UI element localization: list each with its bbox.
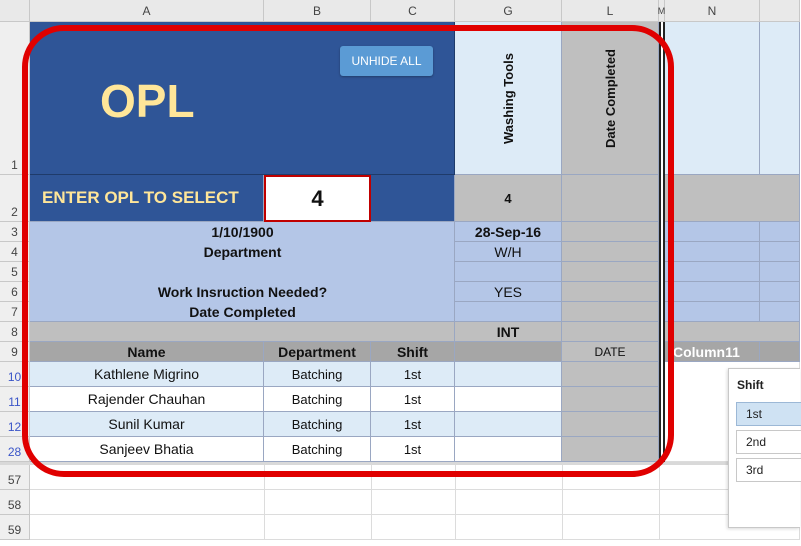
- date-value[interactable]: 1/10/1900: [211, 224, 274, 240]
- row-header-7[interactable]: 7: [0, 302, 30, 322]
- g8-int[interactable]: INT: [455, 322, 562, 342]
- column-header-b[interactable]: B: [264, 0, 371, 22]
- row-57-cells[interactable]: [30, 465, 800, 490]
- table-row-1-g[interactable]: [455, 362, 562, 387]
- table-row-2-department[interactable]: Batching: [264, 387, 371, 412]
- table-row-4-g[interactable]: [455, 437, 562, 462]
- washing-tools-label: Washing Tools: [500, 52, 516, 144]
- opl-title: OPL: [100, 75, 195, 127]
- table-row-4-shift[interactable]: 1st: [371, 437, 455, 462]
- table-row-2-shift[interactable]: 1st: [371, 387, 455, 412]
- n8-cell[interactable]: [665, 322, 800, 342]
- column-header-l[interactable]: L: [562, 0, 659, 22]
- table-row-3-department[interactable]: Batching: [264, 412, 371, 437]
- shift-slicer-option-1st[interactable]: 1st: [736, 402, 801, 426]
- g6-work-instruction[interactable]: YES: [455, 282, 562, 302]
- grid-col-b: [264, 465, 265, 540]
- o1-cell[interactable]: [760, 22, 800, 175]
- row-59-cells[interactable]: [30, 515, 800, 540]
- g4-department[interactable]: W/H: [455, 242, 562, 262]
- row-header-2[interactable]: 2: [0, 175, 30, 222]
- grid-col-g: [455, 465, 456, 540]
- n2-cell[interactable]: [665, 175, 800, 222]
- row-header-4[interactable]: 4: [0, 242, 30, 262]
- shift-slicer[interactable]: [728, 368, 800, 528]
- table-row-1-shift[interactable]: 1st: [371, 362, 455, 387]
- l3-cell[interactable]: [562, 222, 659, 242]
- washing-tools-header[interactable]: [455, 22, 562, 175]
- n5-cell[interactable]: [665, 262, 760, 282]
- row-header-6[interactable]: 6: [0, 282, 30, 302]
- row-header-57[interactable]: 57: [0, 465, 30, 490]
- row-58-cells[interactable]: [30, 490, 800, 515]
- table-header-shift[interactable]: Shift: [371, 342, 455, 362]
- o5-cell[interactable]: [760, 262, 800, 282]
- opl-title-block: [30, 22, 455, 175]
- l5-cell[interactable]: [562, 262, 659, 282]
- table-header-column11[interactable]: Column11: [665, 342, 760, 362]
- column-header-c[interactable]: C: [371, 0, 455, 22]
- l7-cell[interactable]: [562, 302, 659, 322]
- n7-cell[interactable]: [665, 302, 760, 322]
- column-header-g[interactable]: G: [455, 0, 562, 22]
- table-header-date[interactable]: DATE: [562, 342, 659, 362]
- work-instruction-label[interactable]: Work Insruction Needed?: [157, 284, 328, 300]
- unhide-all-button[interactable]: UNHIDE ALL: [340, 46, 433, 76]
- table-row-1-l[interactable]: [562, 362, 659, 387]
- g9-cell[interactable]: [455, 342, 562, 362]
- o3-cell[interactable]: [760, 222, 800, 242]
- table-header-department[interactable]: Department: [264, 342, 371, 362]
- table-row-2-name[interactable]: Rajender Chauhan: [30, 387, 264, 412]
- row-header-8[interactable]: 8: [0, 322, 30, 342]
- table-row-4-department[interactable]: Batching: [264, 437, 371, 462]
- row-header-9[interactable]: 9: [0, 342, 30, 362]
- column-header-n[interactable]: N: [665, 0, 760, 22]
- row-header-1[interactable]: 1: [0, 22, 30, 175]
- g2-opl-number[interactable]: 4: [455, 175, 562, 222]
- date-completed-label[interactable]: Date Completed: [189, 304, 296, 320]
- row-header-28[interactable]: 28: [0, 437, 30, 462]
- department-label[interactable]: Department: [203, 244, 282, 260]
- table-row-3-l[interactable]: [562, 412, 659, 437]
- c2-cell[interactable]: [371, 175, 455, 222]
- table-row-4-name[interactable]: Sanjeev Bhatia: [30, 437, 264, 462]
- table-row-2-l[interactable]: [562, 387, 659, 412]
- grid-col-m: [659, 465, 660, 540]
- shift-slicer-option-2nd[interactable]: 2nd: [736, 430, 801, 454]
- o9-cell[interactable]: [760, 342, 800, 362]
- row-header-11[interactable]: 11: [0, 387, 30, 412]
- shift-slicer-title: Shift: [737, 378, 764, 392]
- table-row-1-department[interactable]: Batching: [264, 362, 371, 387]
- date-completed-header-label: Date Completed: [602, 48, 618, 148]
- table-row-1-name[interactable]: Kathlene Migrino: [30, 362, 264, 387]
- n6-cell[interactable]: [665, 282, 760, 302]
- row-header-10[interactable]: 10: [0, 362, 30, 387]
- column-header-a[interactable]: A: [30, 0, 264, 22]
- n3-cell[interactable]: [665, 222, 760, 242]
- table-row-3-shift[interactable]: 1st: [371, 412, 455, 437]
- n1-cell[interactable]: [665, 22, 760, 175]
- select-all-corner[interactable]: [0, 0, 30, 22]
- o6-cell[interactable]: [760, 282, 800, 302]
- g5-cell[interactable]: [455, 262, 562, 282]
- table-row-3-g[interactable]: [455, 412, 562, 437]
- n4-cell[interactable]: [665, 242, 760, 262]
- row-header-59[interactable]: 59: [0, 515, 30, 540]
- row-header-5[interactable]: 5: [0, 262, 30, 282]
- opl-input[interactable]: 4: [264, 175, 371, 222]
- g7-cell[interactable]: [455, 302, 562, 322]
- row-header-3[interactable]: 3: [0, 222, 30, 242]
- shift-slicer-option-3rd[interactable]: 3rd: [736, 458, 801, 482]
- row8-a-c[interactable]: [30, 322, 455, 342]
- grid-col-l: [562, 465, 563, 540]
- table-row-3-name[interactable]: Sunil Kumar: [30, 412, 264, 437]
- table-row-2-g[interactable]: [455, 387, 562, 412]
- row-header-58[interactable]: 58: [0, 490, 30, 515]
- o4-cell[interactable]: [760, 242, 800, 262]
- enter-opl-label-cell: [30, 175, 264, 222]
- l8-cell[interactable]: [562, 322, 659, 342]
- date-completed-header[interactable]: [562, 22, 659, 175]
- column-header-next[interactable]: [760, 0, 800, 22]
- l2-cell[interactable]: [562, 175, 659, 222]
- o7-cell[interactable]: [760, 302, 800, 322]
- grid-col-c: [371, 465, 372, 540]
- enter-opl-label: ENTER OPL TO SELECT: [42, 188, 239, 207]
- row-header-12[interactable]: 12: [0, 412, 30, 437]
- column-header-m[interactable]: M: [659, 0, 665, 22]
- table-row-4-l[interactable]: [562, 437, 659, 462]
- g3-date[interactable]: 28-Sep-16: [455, 222, 562, 242]
- table-header-name[interactable]: Name: [30, 342, 264, 362]
- l6-cell[interactable]: [562, 282, 659, 302]
- l4-cell[interactable]: [562, 242, 659, 262]
